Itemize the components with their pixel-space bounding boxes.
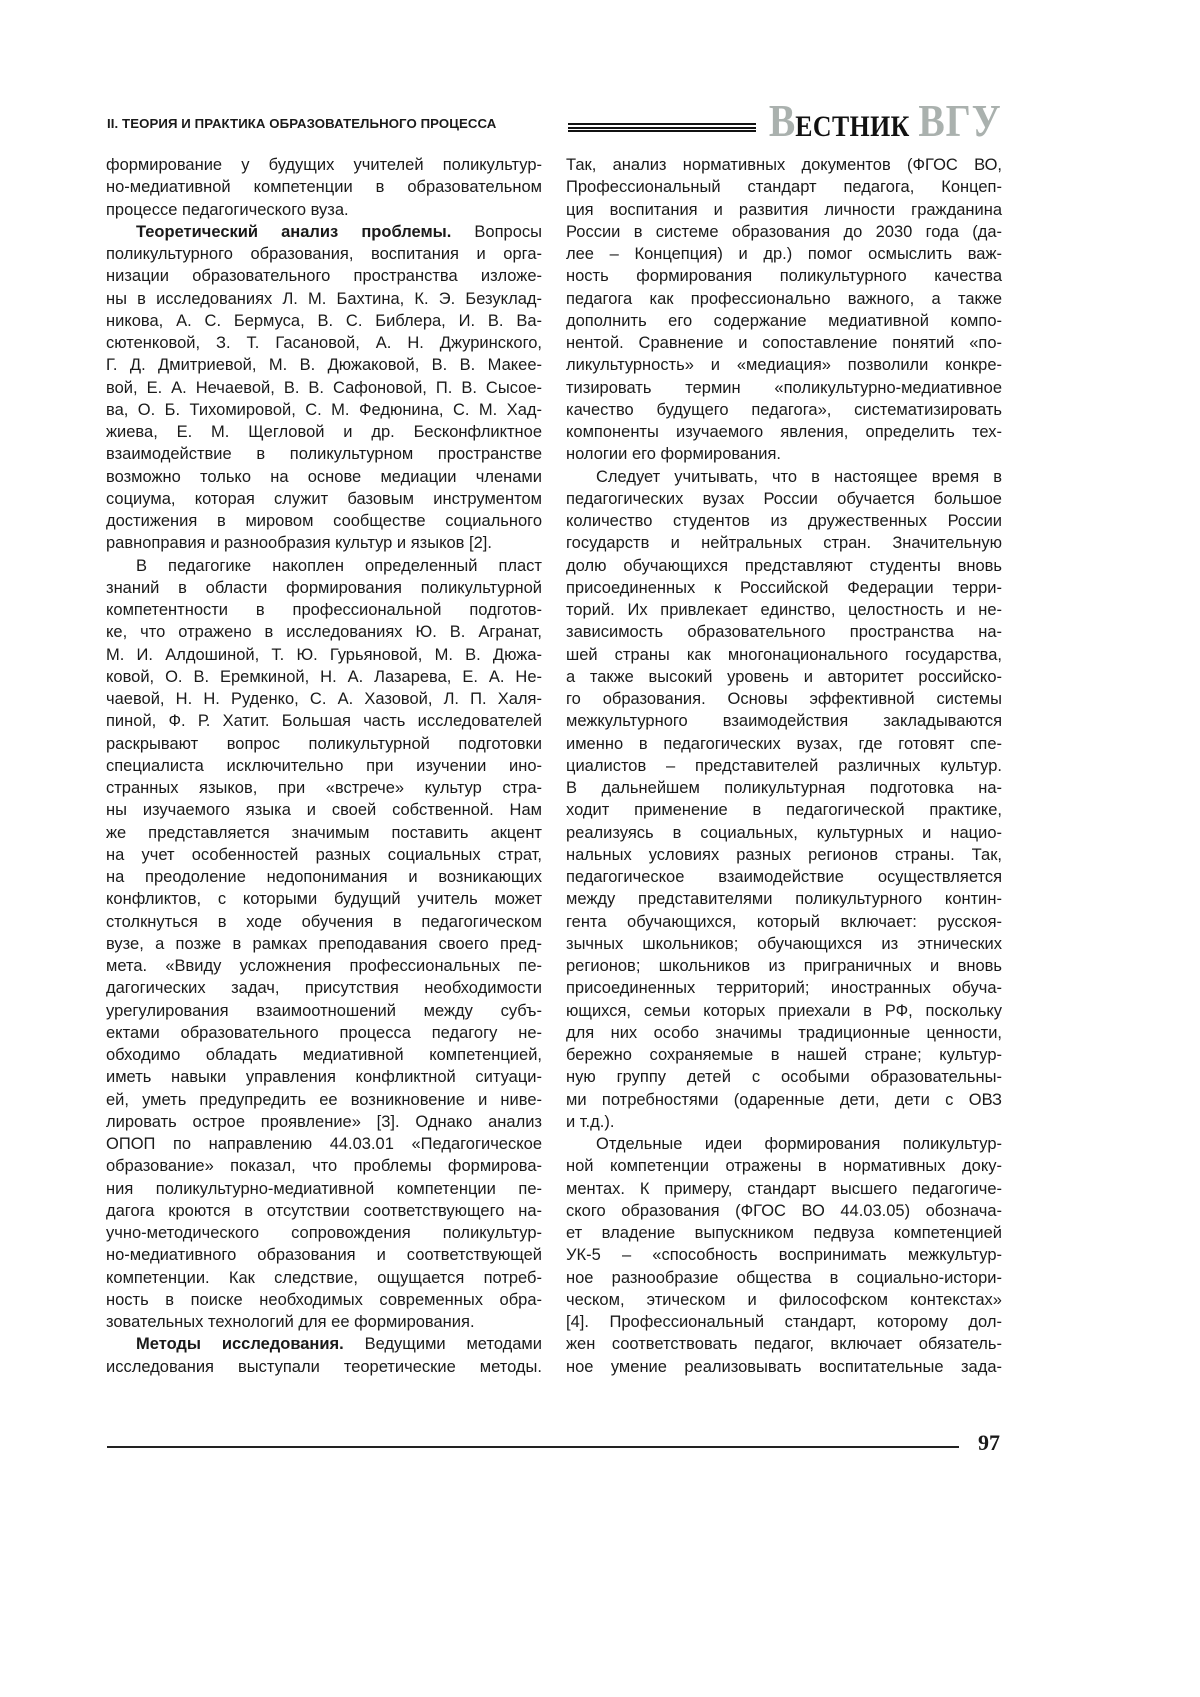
text-line	[566, 777, 1002, 799]
text-line	[106, 221, 542, 243]
text-line	[106, 1178, 542, 1200]
line-text: ность формирования поликультурного качества	[566, 267, 1002, 285]
line-text: а также высокий уровень и авторитет российско-	[566, 668, 1002, 686]
line-text: возможно только на основе медиации членами	[106, 468, 542, 486]
paragraph	[566, 466, 1002, 1134]
line-text: процессе педагогического вуза.	[106, 201, 349, 219]
line-text: ны в исследованиях Л. М. Бахтина, К. Э. Безуклад-	[106, 290, 542, 308]
text-line	[106, 176, 542, 198]
line-text: нентой. Сравнение и сопоставление понятий «по-	[566, 334, 1002, 352]
line-text: лее – Концепция) и др.) помог осмыслить важ-	[566, 245, 1002, 263]
line-text: ное умение реализовывать воспитательные зада-	[566, 1358, 1002, 1376]
line-text: ликультурность» и «медиация» позволили конкре-	[566, 356, 1002, 374]
text-line	[566, 733, 1002, 755]
line-text: ходит применение в педагогической практике,	[566, 801, 1002, 819]
line-text: нологии его формирования.	[566, 445, 781, 463]
line-text: но-медиативной компетенции в образовательном	[106, 178, 542, 196]
line-text: М. И. Алдошиной, Т. Ю. Гурьяновой, М. В. Дюжа-	[106, 646, 542, 664]
text-line	[106, 599, 542, 621]
line-text: именно в педагогических вузах, где готовят спе-	[566, 735, 1002, 753]
line-text: России в системе образования до 2030 года (да-	[566, 223, 1002, 241]
text-line	[566, 1267, 1002, 1289]
line-text: присоединенных территорий; иностранных обуча-	[566, 979, 1002, 997]
paragraph	[106, 555, 542, 1334]
text-line	[106, 977, 542, 999]
text-line	[566, 243, 1002, 265]
text-line	[566, 822, 1002, 844]
line-text: нальных условиях разных регионов страны. Так,	[566, 846, 1002, 864]
text-line	[106, 777, 542, 799]
paragraph-heading: Методы исследования.	[136, 1335, 344, 1353]
line-text: никова, А. С. Бермуса, В. С. Библера, И. В. Ва-	[106, 312, 542, 330]
line-text: В дальнейшем поликультурная подготовка на-	[566, 779, 1002, 797]
text-line	[566, 911, 1002, 933]
text-line	[106, 1356, 542, 1378]
text-line	[566, 288, 1002, 310]
text-line	[566, 1333, 1002, 1355]
text-line	[566, 933, 1002, 955]
line-text: педагогическое взаимодействие осуществляется	[566, 868, 1002, 886]
line-text: столкнуться в ходе обучения в педагогическом	[106, 913, 542, 931]
text-line	[566, 310, 1002, 332]
paragraph	[566, 1133, 1002, 1378]
text-line	[106, 199, 542, 221]
text-line	[106, 933, 542, 955]
line-text: дагога кроются в отсутствии соответствующего на-	[106, 1202, 542, 1220]
running-header	[107, 104, 1002, 144]
text-line	[106, 621, 542, 643]
journal-logo: ВЕСТНИК ВГУ	[769, 98, 1002, 144]
text-line	[106, 399, 542, 421]
text-line	[106, 1244, 542, 1266]
text-line	[106, 1133, 542, 1155]
line-text: же представляется значимым поставить акцент	[106, 824, 542, 842]
text-line	[106, 644, 542, 666]
line-text: дополнить его содержание медиативной компо-	[566, 312, 1002, 330]
line-text: ковой, О. В. Еремкиной, Н. А. Лазарева, Е. А. Не-	[106, 668, 542, 686]
line-text: ную группу детей с особыми образовательны-	[566, 1068, 1002, 1086]
line-text: ческом, этическом и философском контекстах»	[566, 1291, 1002, 1309]
line-text: тизировать термин «поликультурно-медиативное	[566, 379, 1002, 397]
text-column-right	[566, 154, 1002, 1378]
text-line	[566, 532, 1002, 554]
line-text: ского образования (ФГОС ВО 44.03.05) обознача-	[566, 1202, 1002, 1220]
text-line	[106, 1311, 542, 1333]
line-text: циалистов – представителей различных культур.	[566, 757, 1002, 775]
text-line	[566, 1311, 1002, 1333]
text-line	[106, 1333, 542, 1355]
line-text: знаний в области формирования поликультурной	[106, 579, 542, 597]
line-text: педагога как профессионально важного, а также	[566, 290, 1002, 308]
text-line	[106, 733, 542, 755]
text-line	[566, 354, 1002, 376]
text-line	[566, 265, 1002, 287]
text-line	[566, 1111, 1002, 1133]
text-line	[566, 644, 1002, 666]
text-line	[566, 443, 1002, 465]
line-text: иметь навыки управления конфликтной ситуаци-	[106, 1068, 542, 1086]
line-text: долю обучающихся представляют студенты вновь	[566, 557, 1002, 575]
text-line	[106, 888, 542, 910]
paragraph	[106, 154, 542, 221]
text-line	[106, 332, 542, 354]
line-text: гента обучающихся, который включает: русскоя-	[566, 913, 1002, 931]
text-line	[106, 1155, 542, 1177]
line-text: компоненты изучаемого явления, определить тех-	[566, 423, 1002, 441]
line-text: низации образовательного пространства изложе-	[106, 267, 542, 285]
text-line	[106, 1044, 542, 1066]
text-line	[106, 688, 542, 710]
line-text: бережно сохраняемые в нашей стране; культур-	[566, 1046, 1002, 1064]
text-line	[106, 354, 542, 376]
line-text: обходимо обладать медиативной компетенцией,	[106, 1046, 542, 1064]
section-title: II. ТЕОРИЯ И ПРАКТИКА ОБРАЗОВАТЕЛЬНОГО ПРОЦЕССА	[107, 116, 496, 131]
text-line	[566, 1244, 1002, 1266]
text-line	[566, 1289, 1002, 1311]
text-line	[566, 710, 1002, 732]
text-line	[106, 822, 542, 844]
line-text: специалиста исключительно при изучении ино-	[106, 757, 542, 775]
line-text: ке, что отражено в исследованиях Ю. В. Агранат,	[106, 623, 542, 641]
text-line	[566, 1200, 1002, 1222]
text-line	[566, 1356, 1002, 1378]
line-text: ное разнообразие общества в социально-истори-	[566, 1269, 1002, 1287]
text-line	[106, 532, 542, 554]
text-line	[566, 466, 1002, 488]
line-text: жиева, Е. М. Щегловой и др. Бесконфликтное	[106, 423, 542, 441]
line-text: сютенковой, З. Т. Гасановой, А. Н. Джуринского,	[106, 334, 542, 352]
line-text: шей страны как многонационального государства,	[566, 646, 1002, 664]
line-text: достижения в мировом сообществе социального	[106, 512, 542, 530]
line-text: на учет особенностей разных социальных страт,	[106, 846, 542, 864]
line-text: Ведущими методами	[344, 1335, 542, 1353]
line-text: ет владение выпускником педвуза компетенцией	[566, 1224, 1002, 1242]
line-text: [4]. Профессиональный стандарт, которому дол-	[566, 1313, 1002, 1331]
text-line	[106, 666, 542, 688]
text-line	[566, 621, 1002, 643]
text-line	[566, 1222, 1002, 1244]
page-number: 97	[978, 1430, 1000, 1456]
line-text: количество студентов из дружественных России	[566, 512, 1002, 530]
text-line	[106, 377, 542, 399]
text-line	[106, 288, 542, 310]
line-text: Вопросы	[451, 223, 542, 241]
line-text: регионов; школьников из приграничных и вновь	[566, 957, 1002, 975]
text-line	[106, 955, 542, 977]
text-line	[566, 799, 1002, 821]
text-line	[106, 1000, 542, 1022]
line-text: компетентности в профессиональной подготов-	[106, 601, 542, 619]
text-line	[566, 977, 1002, 999]
line-text: дагогических задач, присутствия необходимости	[106, 979, 542, 997]
line-text: чаевой, Н. Н. Руденко, С. А. Хазовой, Л. П. Халя-	[106, 690, 542, 708]
text-line	[566, 488, 1002, 510]
text-line	[566, 176, 1002, 198]
line-text: учно-методического сопровождения поликультур-	[106, 1224, 542, 1242]
paragraph	[566, 154, 1002, 466]
text-line	[566, 1133, 1002, 1155]
line-text: качество будущего педагога», систематизировать	[566, 401, 1002, 419]
line-text: Так, анализ нормативных документов (ФГОС ВО,	[566, 156, 1002, 174]
line-text: пиной, Ф. Р. Хатит. Большая часть исследователей	[106, 712, 542, 730]
line-text: лировать острое проявление» [3]. Однако анализ	[106, 1113, 542, 1131]
text-line	[106, 1111, 542, 1133]
text-column-left	[106, 154, 542, 1378]
text-line	[566, 844, 1002, 866]
line-text: Следует учитывать, что в настоящее время в	[596, 468, 1002, 486]
line-text: педагогических вузах России обучается большое	[566, 490, 1002, 508]
line-text: урегулирования взаимоотношений между субъ-	[106, 1002, 542, 1020]
text-line	[106, 710, 542, 732]
text-line	[566, 332, 1002, 354]
text-line	[566, 888, 1002, 910]
text-line	[106, 1222, 542, 1244]
line-text: ны изучаемого языка и своей собственной. Нам	[106, 801, 542, 819]
line-text: между представителями поликультурного контин-	[566, 890, 1002, 908]
text-line	[106, 844, 542, 866]
text-line	[566, 1089, 1002, 1111]
line-text: ва, О. Б. Тихомировой, С. М. Федюнина, С. М. Хад-	[106, 401, 542, 419]
line-text: го образования. Основы эффективной системы	[566, 690, 1002, 708]
text-line	[566, 377, 1002, 399]
line-text: конфликтов, с которыми будущий учитель может	[106, 890, 542, 908]
line-text: вой, Е. А. Нечаевой, В. В. Сафоновой, П. В. Сысое-	[106, 379, 542, 397]
line-text: зычных школьников; обучающихся из этнических	[566, 935, 1002, 953]
text-line	[106, 243, 542, 265]
line-text: ция воспитания и развития личности гражданина	[566, 201, 1002, 219]
text-line	[566, 1044, 1002, 1066]
line-text: вузе, а позже в рамках преподавания своего пред-	[106, 935, 542, 953]
text-line	[566, 866, 1002, 888]
line-text: торий. Их привлекает единство, целостность и не-	[566, 601, 1002, 619]
paragraph	[106, 221, 542, 555]
line-text: исследования выступали теоретические методы.	[106, 1358, 542, 1376]
line-text: Г. Д. Дмитриевой, М. В. Дюжаковой, В. В. Макее-	[106, 356, 542, 374]
text-line	[106, 866, 542, 888]
text-line	[106, 443, 542, 465]
text-line	[106, 466, 542, 488]
text-line	[566, 755, 1002, 777]
text-line	[566, 199, 1002, 221]
text-line	[566, 1155, 1002, 1177]
text-line	[106, 1289, 542, 1311]
line-text: ми потребностями (одаренные дети, дети с ОВЗ	[566, 1091, 1002, 1109]
text-line	[566, 688, 1002, 710]
text-line	[566, 1066, 1002, 1088]
text-line	[566, 1022, 1002, 1044]
text-line	[106, 799, 542, 821]
text-line	[106, 510, 542, 532]
paragraph-heading: Теоретический анализ проблемы.	[136, 223, 451, 241]
line-text: ектами образовательного процесса педагогу не-	[106, 1024, 542, 1042]
text-line	[106, 154, 542, 176]
text-line	[106, 1267, 542, 1289]
line-text: социума, которая служит базовым инструментом	[106, 490, 542, 508]
line-text: присоединенных к Российской Федерации терри-	[566, 579, 1002, 597]
text-line	[106, 488, 542, 510]
text-line	[106, 1022, 542, 1044]
line-text: государств и нейтральных стран. Значительную	[566, 534, 1002, 552]
text-line	[566, 399, 1002, 421]
text-line	[106, 1200, 542, 1222]
text-line	[566, 510, 1002, 532]
text-line	[566, 421, 1002, 443]
text-line	[106, 911, 542, 933]
line-text: взаимодействие в поликультурном пространстве	[106, 445, 542, 463]
line-text: для них особо значимы традиционные ценности,	[566, 1024, 1002, 1042]
line-text: раскрывают вопрос поликультурной подготовки	[106, 735, 542, 753]
line-text: ментах. К примеру, стандарт высшего педагогиче-	[566, 1180, 1002, 1198]
text-line	[566, 1178, 1002, 1200]
line-text: компетенции. Как следствие, ощущается потреб-	[106, 1269, 542, 1287]
line-text: Отдельные идеи формирования поликультур-	[596, 1135, 1002, 1153]
text-line	[566, 555, 1002, 577]
text-line	[106, 421, 542, 443]
text-line	[106, 310, 542, 332]
footer-divider	[107, 1446, 959, 1448]
line-text: поликультурного образования, воспитания и орга-	[106, 245, 542, 263]
text-line	[106, 555, 542, 577]
line-text: ОПОП по направлению 44.03.01 «Педагогическое	[106, 1135, 542, 1153]
line-text: ной компетенции отражены в нормативных доку-	[566, 1157, 1002, 1175]
line-text: странных языков, при «встрече» культур стра-	[106, 779, 542, 797]
text-line	[106, 577, 542, 599]
line-text: на преодоление недопонимания и возникающих	[106, 868, 542, 886]
line-text: Профессиональный стандарт педагога, Концеп-	[566, 178, 1002, 196]
text-line	[106, 265, 542, 287]
line-text: В педагогике накоплен определенный пласт	[136, 557, 542, 575]
text-line	[566, 599, 1002, 621]
line-text: жен соответствовать педагог, включает обязатель-	[566, 1335, 1002, 1353]
text-line	[566, 221, 1002, 243]
line-text: реализуясь в социальных, культурных и нацио-	[566, 824, 1002, 842]
header-divider-lines	[568, 123, 756, 132]
line-text: УК-5 – «способность воспринимать межкультур-	[566, 1246, 1002, 1264]
text-line	[106, 1089, 542, 1111]
line-text: межкультурного взаимодействия закладываются	[566, 712, 1002, 730]
line-text: ность в поиске необходимых современных обра-	[106, 1291, 542, 1309]
text-line	[566, 666, 1002, 688]
text-line	[566, 955, 1002, 977]
text-line	[106, 1066, 542, 1088]
text-line	[566, 577, 1002, 599]
line-text: равноправия и разнообразия культур и языков [2].	[106, 534, 492, 552]
line-text: мета. «Ввиду усложнения профессиональных пе-	[106, 957, 542, 975]
text-line	[566, 1000, 1002, 1022]
line-text: образование» показал, что проблемы формирова-	[106, 1157, 542, 1175]
line-text: формирование у будущих учителей поликультур-	[106, 156, 542, 174]
line-text: зависимость образовательного пространства на-	[566, 623, 1002, 641]
text-line	[566, 154, 1002, 176]
line-text: и т.д.).	[566, 1113, 614, 1131]
line-text: ющихся, семьи которых приехали в РФ, поскольку	[566, 1002, 1002, 1020]
line-text: ния поликультурно-медиативной компетенции пе-	[106, 1180, 542, 1198]
text-line	[106, 755, 542, 777]
line-text: но-медиативного образования и соответствующей	[106, 1246, 542, 1264]
line-text: ей, уметь предупредить ее возникновение и ниве-	[106, 1091, 542, 1109]
line-text: зовательных технологий для ее формирования.	[106, 1313, 475, 1331]
paragraph	[106, 1333, 542, 1378]
